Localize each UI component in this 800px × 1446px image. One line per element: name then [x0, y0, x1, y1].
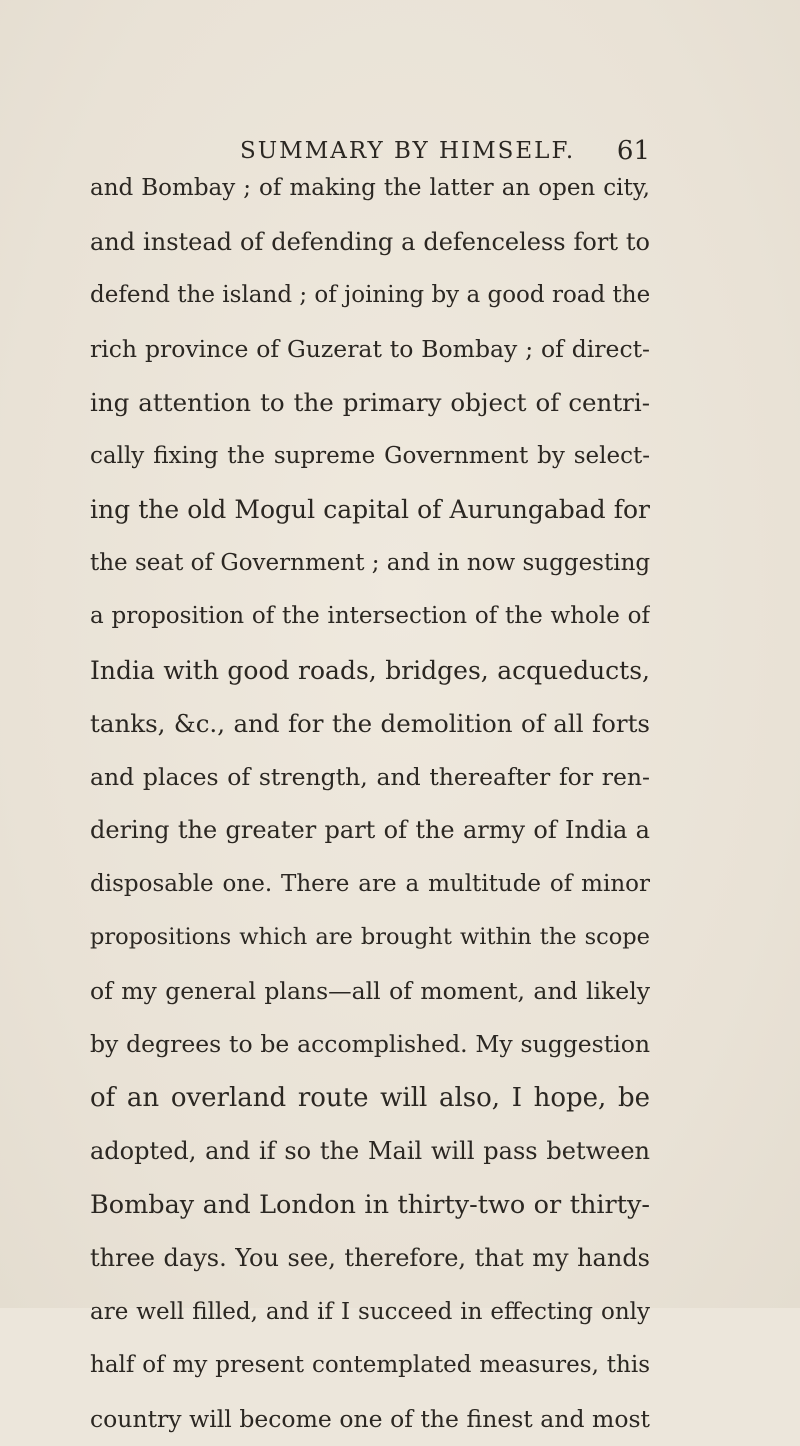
text-line: rich province of Guzerat to Bombay ; of direct- [90, 323, 650, 377]
text-line: propositions which are brought within the scope [90, 911, 650, 965]
page-number: 61 [617, 134, 650, 168]
text-line: adopted, and if so the Mail will pass between [90, 1125, 650, 1179]
running-title: SUMMARY BY HIMSELF. [240, 134, 575, 168]
text-line: a proposition of the intersection of the whole of [90, 590, 650, 644]
text-line: by degrees to be accomplished. My suggestion [90, 1018, 650, 1072]
text-line: dering the greater part of the army of India a [90, 804, 650, 858]
text-line: of an overland route will also, I hope, be [90, 1072, 650, 1126]
text-line: country will become one of the finest and most [90, 1393, 650, 1446]
text-line: ing the old Mogul capital of Aurungabad for [90, 483, 650, 537]
text-line: ing attention to the primary object of centri- [90, 376, 650, 430]
text-line: India with good roads, bridges, acqueducts, [90, 644, 650, 698]
text-line: tanks, &c., and for the demolition of all forts [90, 697, 650, 751]
text-line: defend the island ; of joining by a good road the [90, 269, 650, 323]
text-line: three days. You see, therefore, that my hands [90, 1232, 650, 1286]
text-line: disposable one. There are a multitude of minor [90, 858, 650, 912]
text-line: and places of strength, and thereafter for ren- [90, 751, 650, 805]
text-line: half of my present contemplated measures, this [90, 1339, 650, 1393]
text-line: Bombay and London in thirty-two or thirty- [90, 1179, 650, 1233]
text-line: of my general plans—all of moment, and likely [90, 965, 650, 1019]
text-line: and instead of defending a defenceless fort to [90, 216, 650, 270]
text-line: are well filled, and if I succeed in effecting only [90, 1286, 650, 1340]
text-line: the seat of Government ; and in now suggesting [90, 537, 650, 591]
text-line: cally fixing the supreme Government by select- [90, 430, 650, 484]
text-line: and Bombay ; of making the latter an open city, [90, 162, 650, 216]
body-text [90, 162, 650, 1446]
